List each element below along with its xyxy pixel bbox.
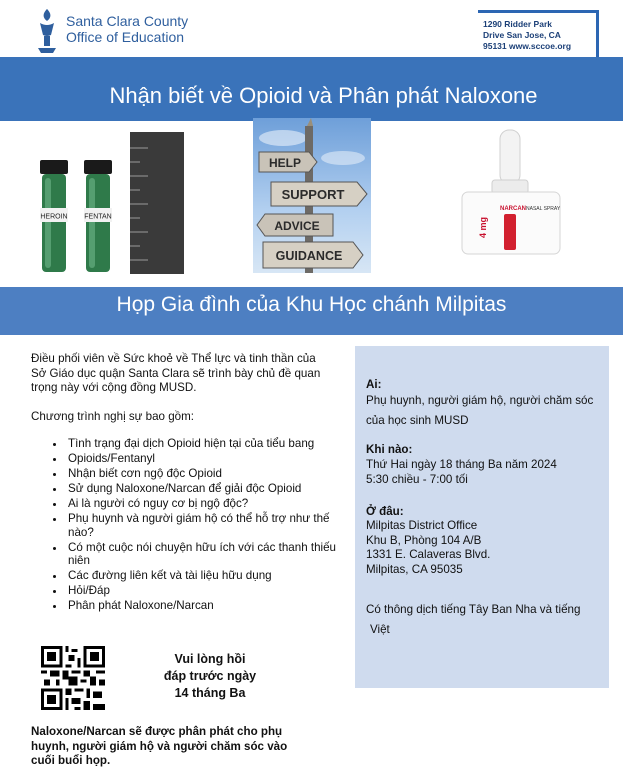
org-name	[66, 13, 188, 45]
rsvp-line3: 14 tháng Ba	[174, 686, 246, 700]
interp-line1: Có thông dịch tiếng Tây Ban Nha và tiếng	[366, 603, 581, 616]
where-label: Ở đâu:	[366, 505, 404, 518]
who-label: Ai:	[366, 378, 382, 391]
where-text	[366, 519, 606, 577]
page-subtitle: Họp Gia đình của Khu Học chánh Milpitas	[116, 293, 507, 316]
agenda-list	[44, 437, 336, 614]
agenda-heading: Chương trình nghị sự bao gồm:	[31, 410, 194, 423]
interp-line2: Việt	[370, 623, 390, 636]
spray-kind: NASAL SPRAY	[526, 206, 561, 212]
sign-support: SUPPORT	[281, 187, 345, 202]
spray-dose: 4 mg	[478, 216, 488, 238]
address-line3: 95131 www.sccoe.org	[483, 41, 572, 51]
qr-code-icon[interactable]	[41, 646, 105, 710]
vials-illustration	[36, 128, 196, 278]
agenda-item: • Có một cuộc nói chuyện hữu ích với các thanh thiếu niên	[66, 541, 336, 568]
event-date: Thứ Hai ngày 18 tháng Ba năm 2024	[366, 458, 557, 471]
agenda-item: • Hỏi/Đáp	[66, 584, 336, 598]
agenda-item: • Phân phát Naloxone/Narcan	[66, 599, 336, 613]
rsvp-notice	[150, 651, 270, 702]
when-text	[366, 457, 606, 487]
where-line1: Milpitas District Office	[366, 519, 478, 532]
vial1-label: HEROIN	[40, 213, 68, 221]
agenda-item: • Tình trạng đại dịch Opioid hiện tại của tiểu bang	[66, 437, 336, 451]
agenda-item: • Các đường liên kết và tài liệu hữu dụng	[66, 569, 336, 583]
org-name-line1: Santa Clara County	[66, 13, 189, 29]
where-line2: Khu B, Phòng 104 A/B	[366, 533, 482, 547]
nasal-spray-illustration	[452, 128, 570, 278]
agenda-item: • Ai là người có nguy cơ bị ngộ độc?	[66, 497, 336, 511]
org-name-line2: Office of Education	[66, 29, 185, 45]
event-time: 5:30 chiều - 7:00 tối	[366, 473, 468, 486]
vial2-label: FENTAN	[84, 213, 112, 221]
sign-guidance: GUIDANCE	[275, 249, 343, 263]
interpretation-note	[366, 600, 606, 640]
address-line1: 1290 Ridder Park	[483, 19, 552, 29]
agenda-item: • Phụ huynh và người giám hộ có thể hỗ trợ như thế nào?	[66, 512, 336, 539]
rsvp-line2: đáp trước ngày	[163, 669, 257, 683]
torch-logo-icon	[34, 8, 60, 54]
page-title: Nhận biết về Opioid và Phân phát Naloxone	[109, 83, 538, 108]
when-label: Khi nào:	[366, 443, 413, 456]
where-line3: 1331 E. Calaveras Blvd.	[366, 548, 491, 561]
signpost-illustration	[253, 118, 371, 273]
spray-brand: NARCAN	[500, 206, 526, 212]
footer-note: Naloxone/Narcan sẽ được phân phát cho phụ huynh, người giám hộ và người chăm sóc vào cuối buổi họp.	[31, 725, 288, 767]
intro-paragraph: Điều phối viên về Sức khoẻ về Thể lực và tinh thần của Sở Giáo dục quận Santa Clara sẽ trình bày chủ đề quan trọng này với cộng đồng MUSD.	[31, 352, 321, 394]
sign-help: HELP	[268, 156, 302, 170]
address-block	[483, 19, 571, 52]
address-line2: Drive San Jose, CA	[483, 30, 561, 40]
agenda-item: • Sử dụng Naloxone/Narcan để giải độc Opioid	[66, 482, 336, 496]
nasal-spray-image	[452, 128, 570, 278]
signpost-image	[253, 118, 371, 273]
rsvp-line1: Vui lòng hồi	[174, 652, 246, 666]
agenda-item: • Nhận biết cơn ngộ độc Opioid	[66, 467, 336, 481]
who-text: Phụ huynh, người giám hộ, người chăm sóc của học sinh MUSD	[366, 394, 594, 427]
agenda-item: • Opioids/Fentanyl	[66, 452, 336, 466]
vials-image	[36, 128, 196, 278]
sign-advice: ADVICE	[274, 219, 320, 233]
where-line4: Milpitas, CA 95035	[366, 562, 463, 576]
